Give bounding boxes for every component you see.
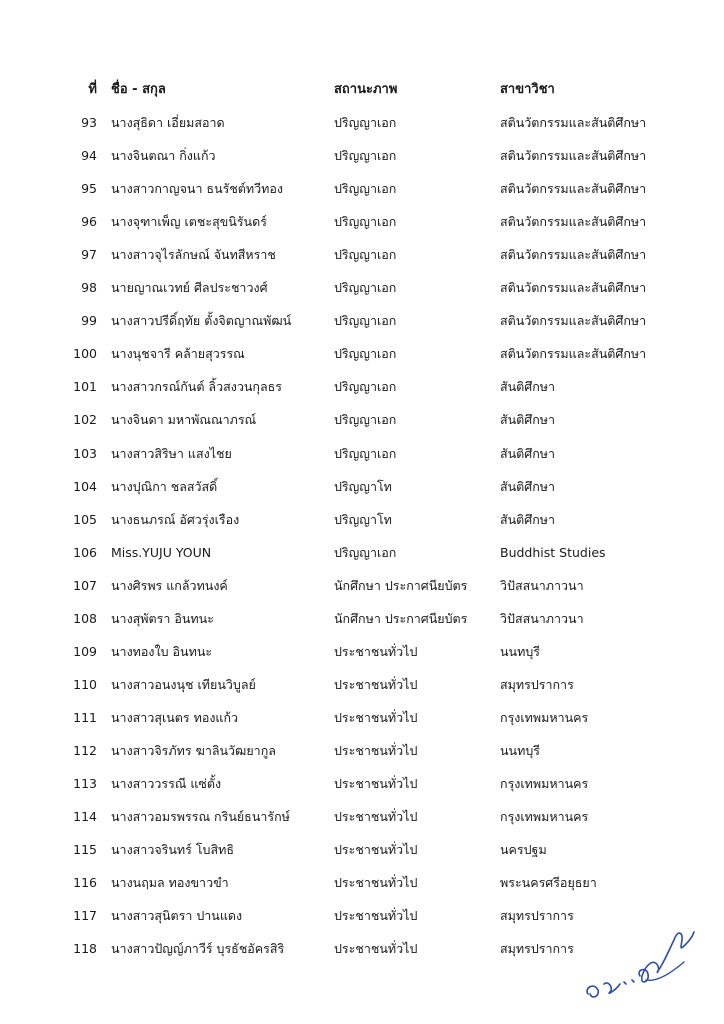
row-major: สมุทรปราการ (500, 941, 574, 956)
row-number: 99 (81, 313, 97, 328)
row-major: สันติศึกษา (500, 412, 556, 427)
row-major: สตินวัตกรรมและสันติศึกษา (500, 280, 647, 295)
row-name: นางสาวอนงนุช เทียนวิบูลย์ (111, 677, 256, 692)
row-status: ปริญญาเอก (334, 379, 397, 394)
row-major: Buddhist Studies (500, 545, 606, 560)
table-row (0, 706, 724, 730)
row-number: 112 (73, 743, 97, 758)
row-status: ประชาชนทั่วไป (334, 776, 418, 791)
row-status: ปริญญาเอก (334, 280, 397, 295)
row-number: 97 (81, 247, 97, 262)
table-row (0, 574, 724, 598)
row-number: 113 (73, 776, 97, 791)
row-number: 93 (81, 115, 97, 130)
row-number: 117 (73, 908, 97, 923)
header-major: สาขาวิชา (500, 82, 555, 97)
row-status: ปริญญาเอก (334, 115, 397, 130)
row-number: 102 (73, 412, 97, 427)
row-name: นางจินตณา กิ่งแก้ว (111, 148, 216, 163)
row-major: วิปัสสนาภาวนา (500, 578, 584, 593)
table-row (0, 276, 724, 300)
row-name: นางปุณิกา ชลสวัสดิ์ (111, 479, 218, 494)
row-status: ปริญญาโท (334, 479, 392, 494)
row-status: ปริญญาโท (334, 512, 392, 527)
table-row (0, 408, 724, 432)
row-number: 100 (73, 346, 97, 361)
row-name: นางสุธิดา เอี่ยมสอาด (111, 115, 225, 130)
row-major: กรุงเทพมหานคร (500, 776, 589, 791)
row-name: นางนฤมล ทองขาวขำ (111, 875, 229, 890)
table-row (0, 210, 724, 234)
row-major: สตินวัตกรรมและสันติศึกษา (500, 148, 647, 163)
handwritten-signature (580, 918, 700, 1008)
row-major: พระนครศรีอยุธยา (500, 875, 597, 890)
row-name: นางจุฑาเพ็ญ เตชะสุขนิรันดร์ (111, 214, 267, 229)
row-name: นางจินดา มหาพัณณาภรณ์ (111, 412, 257, 427)
row-number: 103 (73, 446, 97, 461)
row-name: นางสาวสุนิตรา ปานแดง (111, 908, 243, 923)
row-number: 114 (73, 809, 97, 824)
header-status: สถานะภาพ (334, 82, 398, 97)
row-name: นางสาวปัญญ์ภาวีร์ บุรธัชอัครสิริ (111, 941, 285, 956)
header-name: ชื่อ - สกุล (111, 82, 166, 97)
row-number: 107 (73, 578, 97, 593)
row-number: 105 (73, 512, 97, 527)
row-name: นางนุชจารี คล้ายสุวรรณ (111, 346, 245, 361)
row-major: สตินวัตกรรมและสันติศึกษา (500, 115, 647, 130)
row-status: ประชาชนทั่วไป (334, 743, 418, 758)
table-row (0, 673, 724, 697)
table-row (0, 309, 724, 333)
row-major: สันติศึกษา (500, 512, 556, 527)
table-row (0, 177, 724, 201)
row-major: สมุทรปราการ (500, 677, 574, 692)
row-status: ปริญญาเอก (334, 214, 397, 229)
row-name: นางธนภรณ์ อัศวรุ่งเรือง (111, 512, 240, 527)
row-status: ปริญญาเอก (334, 247, 397, 262)
row-number: 95 (81, 181, 97, 196)
table-row (0, 838, 724, 862)
row-major: สันติศึกษา (500, 446, 556, 461)
row-name: นางสาวกาญจนา ธนรัชต์ทวีทอง (111, 181, 284, 196)
row-major: สันติศึกษา (500, 379, 556, 394)
row-name: นางสาววรรณี แซ่ตั้ง (111, 776, 222, 791)
row-major: สันติศึกษา (500, 479, 556, 494)
row-number: 98 (81, 280, 97, 295)
row-number: 108 (73, 611, 97, 626)
row-number: 116 (73, 875, 97, 890)
row-name: นางสาวสิริษา แสงไชย (111, 446, 232, 461)
row-status: ประชาชนทั่วไป (334, 875, 418, 890)
header-no: ที่ (88, 82, 97, 97)
table-row (0, 871, 724, 895)
row-number: 94 (81, 148, 97, 163)
row-number: 115 (73, 842, 97, 857)
row-status: ปริญญาเอก (334, 446, 397, 461)
row-status: ปริญญาเอก (334, 545, 397, 560)
row-status: ประชาชนทั่วไป (334, 710, 418, 725)
row-number: 109 (73, 644, 97, 659)
table-row (0, 607, 724, 631)
row-name: นางสาวจิรภัทร ฆาลินวัฒยากูล (111, 743, 276, 758)
row-name: นางสาวปรีดิ์ฤทัย ตั้งจิตญาณพัฒน์ (111, 313, 292, 328)
table-row (0, 640, 724, 664)
row-number: 118 (73, 941, 97, 956)
row-status: ประชาชนทั่วไป (334, 941, 418, 956)
table-row (0, 739, 724, 763)
table-row (0, 342, 724, 366)
table-row (0, 772, 724, 796)
row-major: สตินวัตกรรมและสันติศึกษา (500, 313, 647, 328)
row-name: นางสาวจุไรลักษณ์ จันทสีหราช (111, 247, 276, 262)
row-status: ปริญญาเอก (334, 346, 397, 361)
row-status: ปริญญาเอก (334, 181, 397, 196)
row-number: 104 (73, 479, 97, 494)
row-name: นางสาวอมรพรรณ กรินย์ธนารักษ์ (111, 809, 290, 824)
row-major: สตินวัตกรรมและสันติศึกษา (500, 214, 647, 229)
row-status: ประชาชนทั่วไป (334, 677, 418, 692)
row-status: ปริญญาเอก (334, 148, 397, 163)
row-major: นครปฐม (500, 842, 547, 857)
table-row (0, 243, 724, 267)
table-row (0, 144, 724, 168)
row-status: ประชาชนทั่วไป (334, 809, 418, 824)
row-major: สมุทรปราการ (500, 908, 574, 923)
row-major: วิปัสสนาภาวนา (500, 611, 584, 626)
table-row (0, 475, 724, 499)
row-number: 110 (73, 677, 97, 692)
row-name: นางสาวจรินทร์ โบสิทธิ (111, 842, 234, 857)
table-row (0, 508, 724, 532)
row-major: กรุงเทพมหานคร (500, 809, 589, 824)
table-row (0, 805, 724, 829)
row-number: 111 (73, 710, 97, 725)
row-name: นายญาณเวทย์ ศีลประชาวงศ์ (111, 280, 268, 295)
row-name: นางสาวสุเนตร ทองแก้ว (111, 710, 239, 725)
row-name: นางศิรพร แกล้วทนงค์ (111, 578, 228, 593)
row-status: ประชาชนทั่วไป (334, 908, 418, 923)
row-major: สตินวัตกรรมและสันติศึกษา (500, 346, 647, 361)
row-number: 106 (73, 545, 97, 560)
row-status: นักศึกษา ประกาศนียบัตร (334, 578, 468, 593)
row-major: นนทบุรี (500, 644, 540, 659)
row-name: นางสาวกรณ์กันต์ ลิ้วสงวนกุลธร (111, 379, 282, 394)
row-status: ประชาชนทั่วไป (334, 842, 418, 857)
row-status: ปริญญาเอก (334, 412, 397, 427)
table-row (0, 111, 724, 135)
row-status: ประชาชนทั่วไป (334, 644, 418, 659)
table-row (0, 375, 724, 399)
row-major: สตินวัตกรรมและสันติศึกษา (500, 247, 647, 262)
table-row (0, 442, 724, 466)
row-major: นนทบุรี (500, 743, 540, 758)
row-major: สตินวัตกรรมและสันติศึกษา (500, 181, 647, 196)
row-name: นางทองใบ อินทนะ (111, 644, 213, 659)
row-status: นักศึกษา ประกาศนียบัตร (334, 611, 468, 626)
table-row (0, 541, 724, 565)
row-number: 101 (73, 379, 97, 394)
row-major: กรุงเทพมหานคร (500, 710, 589, 725)
row-status: ปริญญาเอก (334, 313, 397, 328)
row-name: นางสุพัตรา อินทนะ (111, 611, 214, 626)
row-number: 96 (81, 214, 97, 229)
row-name: Miss.YUJU YOUN (111, 545, 212, 560)
table-header (0, 78, 724, 102)
